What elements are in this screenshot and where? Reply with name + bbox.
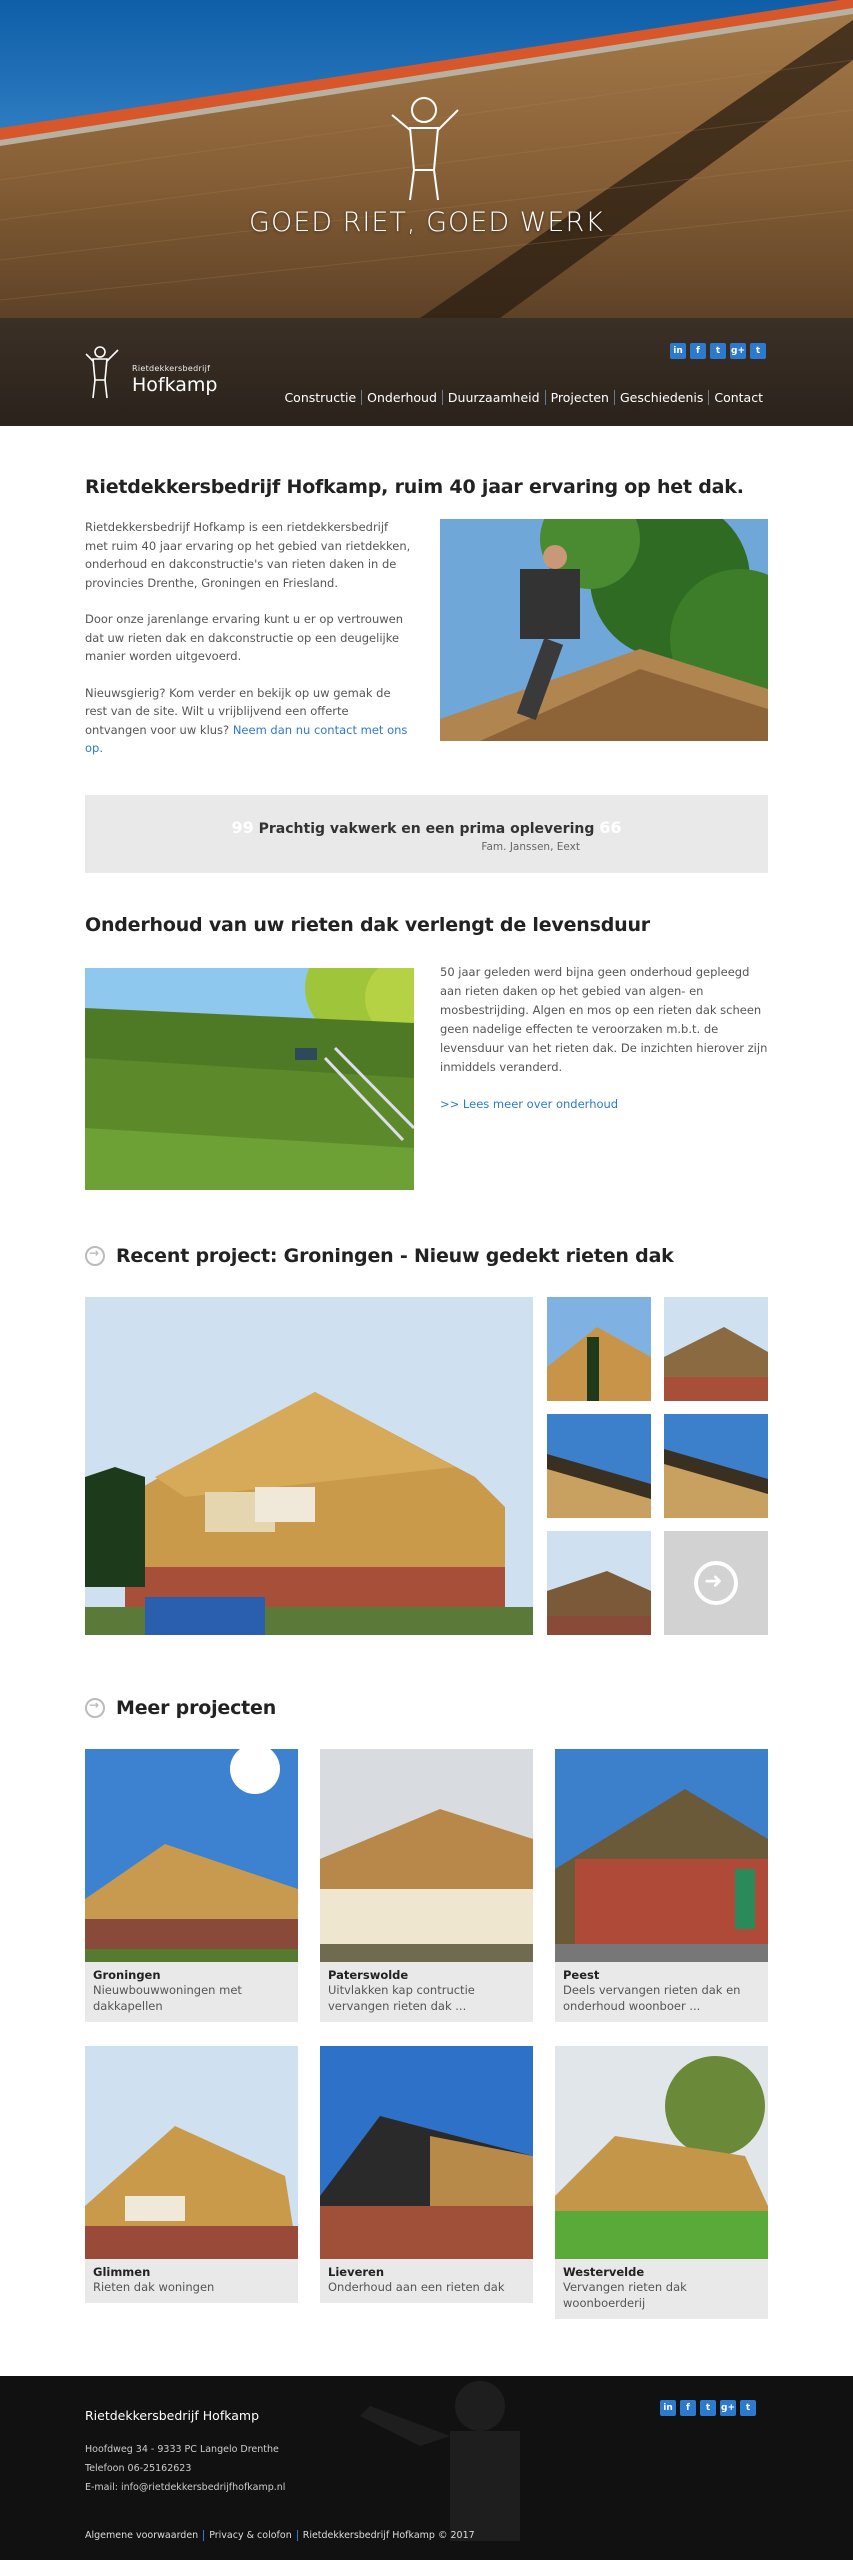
contact-link[interactable]: Neem dan nu contact met ons op.	[85, 722, 408, 755]
facebook-icon[interactable]: f	[690, 343, 706, 359]
thatched-roof-image	[0, 0, 853, 318]
project-card-glimmen[interactable]	[85, 2046, 298, 2303]
footer-email[interactable]: E-mail: info@rietdekkersbedrijfhofkamp.nl	[85, 2482, 286, 2493]
project-image	[85, 2046, 298, 2259]
testimonial	[85, 795, 768, 873]
footer-address: Hoofdweg 34 - 9333 PC Langelo Drenthe	[85, 2444, 279, 2455]
tumblr-icon[interactable]: t	[740, 2400, 756, 2416]
maintenance-title: Onderhoud van uw rieten dak verlengt de levensduur	[85, 914, 650, 936]
recent-project-heading: → Recent project: Groningen - Nieuw gedekt rieten dak	[85, 1245, 674, 1267]
maintenance-text: 50 jaar geleden werd bijna geen onderhoud gepleegd aan rieten daken op het gebied van algen- en mosbestrijding. Algen en mos op een rieten dak scheen geen nadelige effecten te veroorzaken m.b.t. de levensduur van het rieten dak. De inzichten hierover zijn inmiddels veranderd. >> Lees meer over onderhoud	[440, 963, 770, 1114]
intro-text	[85, 518, 411, 776]
nav-contact[interactable]: Contact	[708, 390, 768, 405]
hero-banner	[0, 0, 853, 318]
project-place: Peest	[563, 1968, 600, 1982]
quote-open-icon: 99	[231, 818, 254, 837]
more-projects-heading: → Meer projecten	[85, 1697, 276, 1719]
nav-onderhoud[interactable]: Onderhoud	[361, 390, 442, 405]
site-footer	[0, 2376, 853, 2560]
tumblr-icon[interactable]: t	[750, 343, 766, 359]
intro-paragraph-1: Rietdekkersbedrijf Hofkamp is een rietdekkersbedrijf met ruim 40 jaar ervaring op het gebied van rietdekken, onderhoud en dakconstructie's van rieten daken in de provincies Drenthe, Groningen en Friesland.	[85, 520, 411, 590]
linkedin-icon[interactable]: in	[660, 2400, 676, 2416]
project-image	[555, 2046, 768, 2259]
project-image	[320, 2046, 533, 2259]
googleplus-icon[interactable]: g+	[720, 2400, 736, 2416]
arrow-circle-icon	[85, 1246, 105, 1266]
quote-close-icon: 66	[599, 818, 622, 837]
googleplus-icon[interactable]: g+	[730, 343, 746, 359]
privacy-link[interactable]: Privacy & colofon	[203, 2530, 297, 2541]
project-place: Paterswolde	[328, 1968, 409, 1982]
arrow-circle-icon	[85, 1698, 105, 1718]
project-desc: Deels vervangen rieten dak en onderhoud woonboer ...	[563, 1983, 741, 2013]
project-desc: Vervangen rieten dak woonboerderij	[563, 2280, 687, 2310]
terms-link[interactable]: Algemene voorwaarden	[85, 2530, 199, 2541]
linkedin-icon[interactable]: in	[670, 343, 686, 359]
project-card-groningen[interactable]	[85, 1749, 298, 2022]
nav-projecten[interactable]: Projecten	[545, 390, 614, 405]
brand-subtitle: Rietdekkersbedrijf	[132, 364, 211, 373]
footer-company-name: Rietdekkersbedrijf Hofkamp	[85, 2408, 260, 2423]
thatcher-photo	[440, 519, 768, 741]
main-nav	[279, 390, 768, 405]
recent-project-photo[interactable]	[85, 1297, 533, 1635]
project-thumbnail[interactable]	[547, 1297, 651, 1401]
page-title: Rietdekkersbedrijf Hofkamp, ruim 40 jaar ervaring op het dak.	[85, 476, 744, 498]
footer-social-links	[660, 2400, 756, 2416]
footer-links	[85, 2530, 480, 2541]
footer-phone: Telefoon 06-25162623	[85, 2463, 192, 2474]
project-thumbnail[interactable]	[664, 1414, 768, 1518]
testimonial-text: 99 Prachtig vakwerk en een prima oplevering 66	[231, 818, 622, 837]
project-thumbnail[interactable]	[547, 1531, 651, 1635]
site-logo[interactable]	[84, 342, 229, 404]
testimonial-author: Fam. Janssen, Eext	[481, 841, 580, 853]
nav-duurzaamheid[interactable]: Duurzaamheid	[442, 390, 545, 405]
project-card-peest[interactable]	[555, 1749, 768, 2022]
project-desc: Nieuwbouwwoningen met dakkapellen	[93, 1983, 242, 2013]
project-thumbnail[interactable]	[664, 1297, 768, 1401]
project-place: Glimmen	[93, 2265, 151, 2279]
project-desc: Onderhoud aan een rieten dak	[328, 2280, 505, 2294]
facebook-icon[interactable]: f	[680, 2400, 696, 2416]
thatcher-logo-icon	[84, 342, 124, 402]
project-image	[85, 1749, 298, 1962]
project-thumbnail[interactable]	[547, 1414, 651, 1518]
twitter-icon[interactable]: t	[710, 343, 726, 359]
mossy-roof-photo	[85, 968, 414, 1190]
intro-paragraph-3: Nieuwsgierig? Kom verder en bekijk op uw gemak de rest van de site. Wilt u vrijblijvend een offerte ontvangen voor uw klus? Neem dan nu contact met ons op.	[85, 685, 408, 755]
project-card-lieveren[interactable]	[320, 2046, 533, 2303]
project-place: Westervelde	[563, 2265, 645, 2279]
project-place: Lieveren	[328, 2265, 385, 2279]
hero-slogan: GOED RIET, GOED WERK	[249, 207, 604, 238]
twitter-icon[interactable]: t	[700, 2400, 716, 2416]
social-links	[670, 343, 766, 359]
nav-constructie[interactable]: Constructie	[284, 390, 357, 405]
project-image	[555, 1749, 768, 1962]
project-place: Groningen	[93, 1968, 161, 1982]
project-desc: Uitvlakken kap contructie vervangen rieten dak ...	[328, 1983, 475, 2013]
copyright-text: Rietdekkersbedrijf Hofkamp © 2017	[297, 2530, 480, 2541]
nav-geschiedenis[interactable]: Geschiedenis	[614, 390, 708, 405]
project-card-paterswolde[interactable]	[320, 1749, 533, 2022]
intro-paragraph-2: Door onze jarenlange ervaring kunt u er op vertrouwen dat uw rieten dak en dakconstructie op een deugelijke manier worden uitgevoerd.	[85, 612, 403, 663]
brand-name: Hofkamp	[132, 374, 218, 396]
project-image	[320, 1749, 533, 1962]
project-card-westervelde[interactable]	[555, 2046, 768, 2319]
arrow-right-icon	[694, 1561, 738, 1605]
more-photos-button[interactable]	[664, 1531, 768, 1635]
project-desc: Rieten dak woningen	[93, 2280, 215, 2294]
read-more-link[interactable]: >> Lees meer over onderhoud	[440, 1097, 619, 1111]
